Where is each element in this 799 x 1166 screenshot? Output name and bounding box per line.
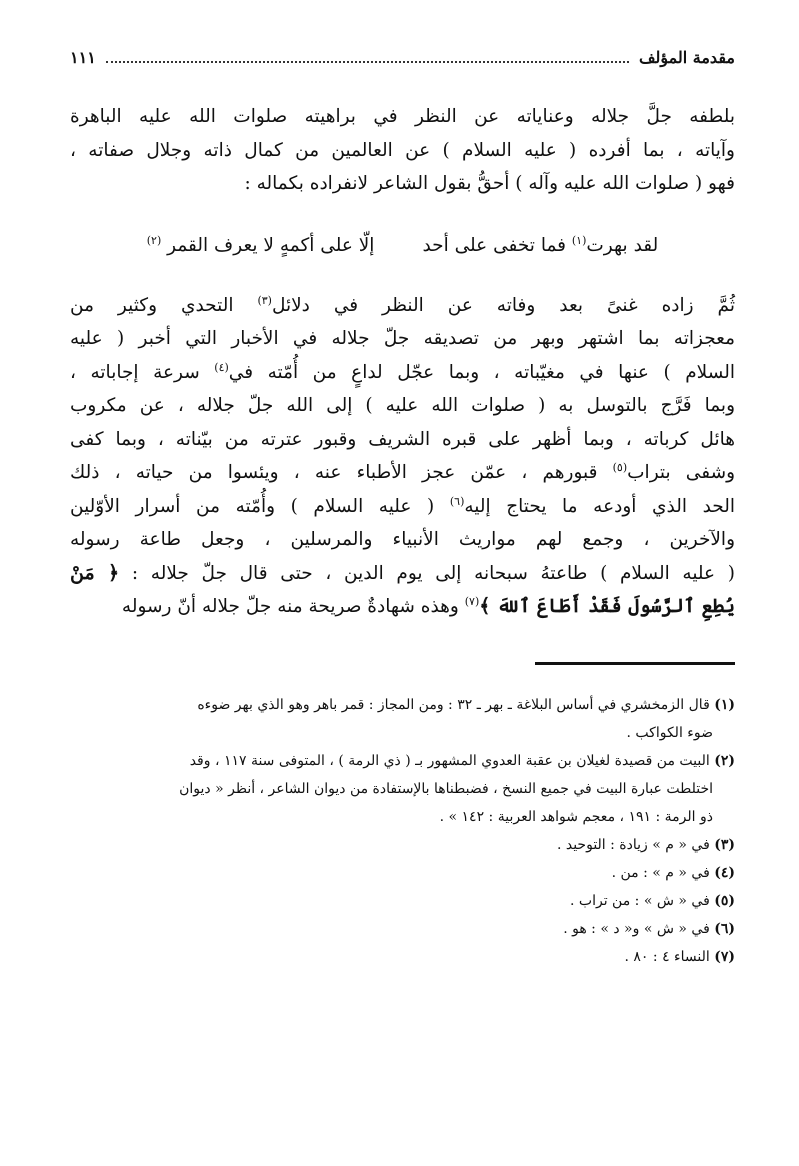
footnote-text: ذو الرمة : ١٩١ ، معجم شواهد العربية : ١٤٢ » . [439,808,713,825]
text-run: قبورهم ، عمّن عجز الأطباء عنه ، ويئسوا من حياته ، ذلك [70,462,613,483]
footnote-ref: (٦) [449,494,465,508]
footnote-ref: (٧) [464,594,480,608]
footnote-ref: (٤) [214,360,229,374]
footnote-text: في « ش » و« د » : هو . [563,920,710,937]
text-run: وشفى بتراب [627,462,735,483]
footnote-5 [70,887,735,915]
verse-text: لقد بهرت [586,234,659,256]
page-number: ١١١ [70,48,96,67]
poetry-verse [70,231,735,261]
text-line [70,490,735,524]
footnote-ref: (٥) [612,460,628,474]
verse-hemistich-1 [422,231,658,261]
footnote-text: في « ش » : من تراب . [570,892,710,909]
footnote-text: النساء ٤ : ٨٠ . [624,948,710,965]
page-header [70,48,735,78]
paragraph-2 [70,289,735,624]
footnote-text: قال الزمخشري في أساس البلاغة ـ بهر ـ ٣٢ : ومن المجاز : قمر باهر وهو الذي بهر ضوءه [197,696,710,713]
footnote-6 [70,915,735,943]
footnote-4 [70,859,735,887]
footnote-1 [70,691,735,747]
verse-text: إلّا على أكمهٍ لا يعرف القمر [167,234,375,256]
text-run: الحد الذي أودعه ما يحتاج إليه [464,495,735,517]
footnote-text: في « م » زيادة : التوحيد . [556,836,710,853]
footnote-text: في « م » : من . [611,864,710,881]
header-dotted-leader [106,60,629,63]
text-line [70,289,735,323]
footnote-ref: (١) [571,233,587,247]
footnote-number: (٧) [714,948,735,965]
book-page [70,48,735,971]
footnote-number: (٣) [714,836,735,853]
text-run: ( عليه السلام ) طاعتهُ سبحانه إلى يوم الدين ، حتى قال جلّ جلاله : [119,562,735,584]
footnote-3 [70,831,735,859]
text-line: بلطفه جلَّ جلاله وعناياته عن النظر في براهيته صلوات الله عليه الباهرة [70,106,735,127]
text-line: وآياته ، بما أفرده ( عليه السلام ) عن العالمين من كمال ذاته وجلال صفاته ، [70,139,735,161]
footnote-2 [70,747,735,831]
footnote-7 [70,943,735,971]
quran-quote: يُطِعِ ٱلرَّسُولَ فَقَدْ أَطَاعَ ٱللهَ ﴾ [479,595,735,617]
footnote-divider [535,662,735,665]
footnote-number: (٢) [714,752,735,769]
quran-quote: ﴿ مَنْ [70,561,120,584]
text-line: فهو ( صلوات الله عليه وآله ) أحقُّ بقول الشاعر لانفراده بكماله : [244,173,735,194]
footnote-ref: (٣) [257,293,272,307]
text-run: سرعة إجاباته ، [70,361,215,383]
footnotes [70,691,735,971]
footnote-ref: (٢) [146,233,162,247]
text-line: معجزاته بما اشتهر وبهر من تصديقه جلّ جلاله في الأخبار التي أخبر ( عليه [70,328,735,349]
footnote-text: ضوء الكواكب . [626,724,713,741]
footnote-number: (١) [714,696,735,713]
text-line [70,356,735,390]
text-run: التحدي وكثير من [70,294,258,316]
text-line: هائل كرباته ، وبما أظهر على قبره الشريف وقبور عترته من بيّناته ، وبما كفى [70,428,735,450]
text-line [70,590,735,624]
text-line [70,456,735,490]
footnote-number: (٦) [714,920,735,937]
text-run: وهذه شهادةٌ صريحة منه جلّ جلاله أنّ رسوله [121,596,465,617]
footnote-number: (٤) [714,864,735,881]
verse-text: فما تخفى على أحد [422,234,572,256]
footnote-text: اختلطت عبارة البيت في جميع النسخ ، فضبطناها بالإستفادة من ديوان الشاعر ، أنظر « ديوان [179,780,713,797]
chapter-title: مقدمة المؤلف [638,48,735,67]
paragraph-1 [70,100,735,201]
text-run: السلام ) عنها في مغيّباته ، وبما عجّل لداعٍ من أُمّته في [228,361,735,383]
footnote-number: (٥) [714,892,735,909]
text-run: ثُمَّ زاده غنىً بعد وفاته عن النظر في دلائل [271,294,735,316]
text-line [70,557,735,591]
text-run: ( عليه السلام ) وأُمّته من أسرار الأوّلين [70,495,450,517]
text-line: والآخرين ، وجمع لهم مواريث الأنبياء والمرسلين ، وجعل طاعة رسوله [70,529,735,550]
verse-hemistich-2 [147,231,375,261]
text-line: وبما فَرَّج بالتوسل به ( صلوات الله عليه ) إلى الله جلّ جلاله ، عن مكروب [70,395,735,416]
footnote-text: البيت من قصيدة لغيلان بن عقبة العدوي المشهور بـ ( ذي الرمة ) ، المتوفى سنة ١١٧ ، وقد [189,752,710,769]
